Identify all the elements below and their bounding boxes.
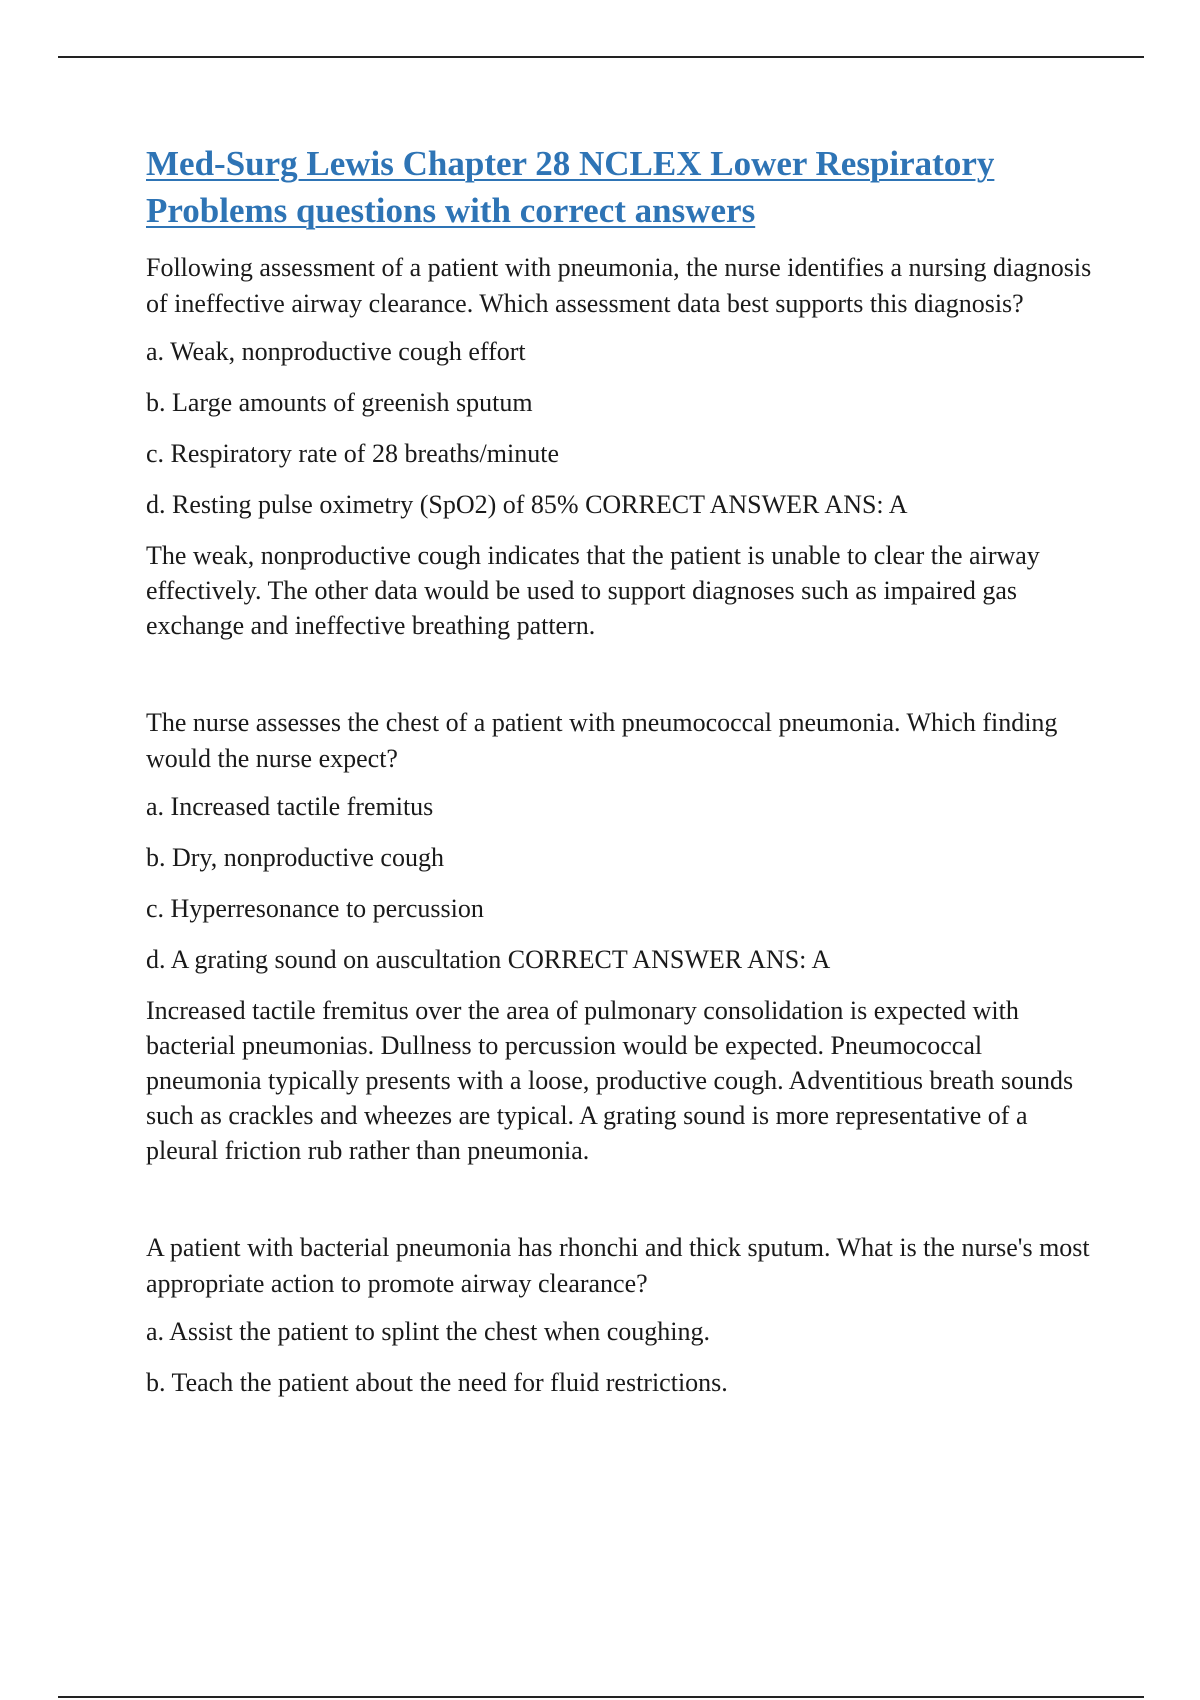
answer-options [146,789,1096,978]
header-rule [58,56,1144,58]
document-title-link[interactable]: Med-Surg Lewis Chapter 28 NCLEX Lower Respiratory Problems questions with correct answers [146,144,995,230]
answer-option-d: d. Resting pulse oximetry (SpO2) of 85% CORRECT ANSWER ANS: A [146,490,908,519]
question-stem: A patient with bacterial pneumonia has rhonchi and thick sputum. What is the nurse's most appropriate action to promote airway clearance? [146,1233,1090,1298]
footer-rule [58,1696,1144,1698]
question-3 [146,1230,1096,1401]
answer-option-b: b. Large amounts of greenish sputum [146,388,533,417]
answer-option-b: b. Dry, nonproductive cough [146,843,444,872]
answer-option-a: a. Assist the patient to splint the chest when coughing. [146,1317,710,1346]
answer-option-a: a. Weak, nonproductive cough effort [146,337,526,366]
answer-option-c: c. Respiratory rate of 28 breaths/minute [146,439,559,468]
answer-option-b: b. Teach the patient about the need for fluid restrictions. [146,1368,728,1397]
answer-options [146,1314,1096,1401]
answer-rationale: The weak, nonproductive cough indicates that the patient is unable to clear the airway effectively. The other data would be used to support diagnoses such as impaired gas exchange and ineffective breathing pattern. [146,541,1040,640]
question-2 [146,705,1096,1168]
answer-option-c: c. Hyperresonance to percussion [146,894,484,923]
question-1 [146,250,1096,643]
question-stem: The nurse assesses the chest of a patient with pneumococcal pneumonia. Which finding would the nurse expect? [146,708,1058,773]
answer-rationale: Increased tactile fremitus over the area of pulmonary consolidation is expected with bacterial pneumonias. Dullness to percussion would be expected. Pneumococcal pneumonia typically presents with a loose, productive cough. Adventitious breath sounds such as crackles and wheezes are typical. A grating sound is more representative of a pleural friction rub rather than pneumonia. [146,996,1074,1165]
answer-option-a: a. Increased tactile fremitus [146,792,434,821]
answer-option-d: d. A grating sound on auscultation CORRECT ANSWER ANS: A [146,945,831,974]
question-stem: Following assessment of a patient with pneumonia, the nurse identifies a nursing diagnosis of ineffective airway clearance. Which assessment data best supports this diagnosis? [146,253,1092,318]
answer-options [146,334,1096,523]
document-body [146,140,1096,1416]
